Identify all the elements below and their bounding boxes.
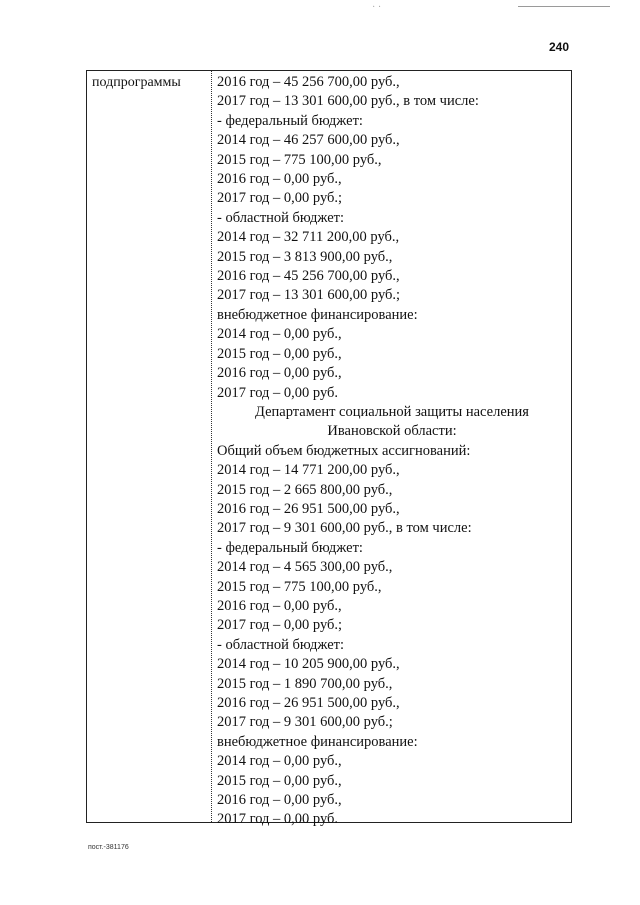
budget-line: 2016 год – 0,00 руб.,: [217, 597, 342, 614]
document-code: пост.-381176: [88, 844, 129, 851]
budget-line: 2017 год – 0,00 руб.;: [217, 190, 343, 207]
budget-line: Общий объем бюджетных ассигнований:: [217, 442, 471, 459]
budget-line: 2015 год – 0,00 руб.,: [217, 772, 342, 789]
budget-line: 2015 год – 0,00 руб.,: [217, 345, 342, 362]
budget-line: - федеральный бюджет:: [217, 539, 363, 556]
budget-line: 2016 год – 0,00 руб.,: [217, 792, 342, 809]
budget-line: 2015 год – 1 890 700,00 руб.,: [217, 675, 393, 692]
budget-line: 2016 год – 45 256 700,00 руб.,: [217, 74, 400, 90]
budget-line: внебюджетное финансирование:: [217, 306, 418, 323]
page-number: 240: [549, 40, 570, 54]
budget-table: [86, 70, 572, 828]
department-heading-line: Департамент социальной защиты населения: [255, 403, 529, 420]
budget-line: 2017 год – 0,00 руб.;: [217, 617, 343, 634]
scan-artifact-dots: · ·: [372, 2, 382, 13]
budget-line: 2017 год – 9 301 600,00 руб., в том числе:: [217, 520, 472, 537]
budget-line: 2014 год – 0,00 руб.,: [217, 326, 342, 343]
budget-line: 2016 год – 0,00 руб.,: [217, 365, 342, 382]
budget-line: - областной бюджет:: [217, 209, 345, 226]
budget-line: 2017 год – 13 301 600,00 руб.;: [217, 287, 401, 304]
budget-line: - федеральный бюджет:: [217, 112, 363, 129]
budget-line: внебюджетное финансирование:: [217, 733, 418, 750]
header-rule: [518, 6, 610, 7]
budget-line: 2014 год – 46 257 600,00 руб.,: [217, 132, 400, 149]
budget-line: 2015 год – 3 813 900,00 руб.,: [217, 248, 393, 265]
budget-line: 2016 год – 45 256 700,00 руб.,: [217, 268, 400, 285]
table-content-cell: [217, 73, 567, 830]
budget-line: 2014 год – 32 711 200,00 руб.,: [217, 229, 400, 246]
budget-line: - областной бюджет:: [217, 636, 345, 653]
budget-line: 2015 год – 775 100,00 руб.,: [217, 151, 382, 168]
budget-line: 2017 год – 13 301 600,00 руб., в том числе:: [217, 93, 479, 110]
budget-line: 2017 год – 0,00 руб.: [217, 811, 339, 828]
budget-line: 2016 год – 26 951 500,00 руб.,: [217, 500, 400, 517]
table-label-cell: подпрограммы: [92, 75, 181, 90]
budget-line: 2014 год – 10 205 900,00 руб.,: [217, 656, 400, 673]
budget-line: 2017 год – 0,00 руб.: [217, 384, 339, 401]
budget-line: 2015 год – 2 665 800,00 руб.,: [217, 481, 393, 498]
budget-line: 2014 год – 0,00 руб.,: [217, 753, 342, 770]
budget-line: 2015 год – 775 100,00 руб.,: [217, 578, 382, 595]
budget-line: 2014 год – 14 771 200,00 руб.,: [217, 462, 400, 479]
budget-line: 2014 год – 4 565 300,00 руб.,: [217, 559, 393, 576]
budget-line: 2016 год – 0,00 руб.,: [217, 171, 342, 188]
budget-line: 2016 год – 26 951 500,00 руб.,: [217, 695, 400, 711]
budget-line: 2017 год – 9 301 600,00 руб.;: [217, 714, 393, 731]
column-divider: [211, 71, 213, 822]
department-heading-line: Ивановской области:: [327, 423, 457, 440]
